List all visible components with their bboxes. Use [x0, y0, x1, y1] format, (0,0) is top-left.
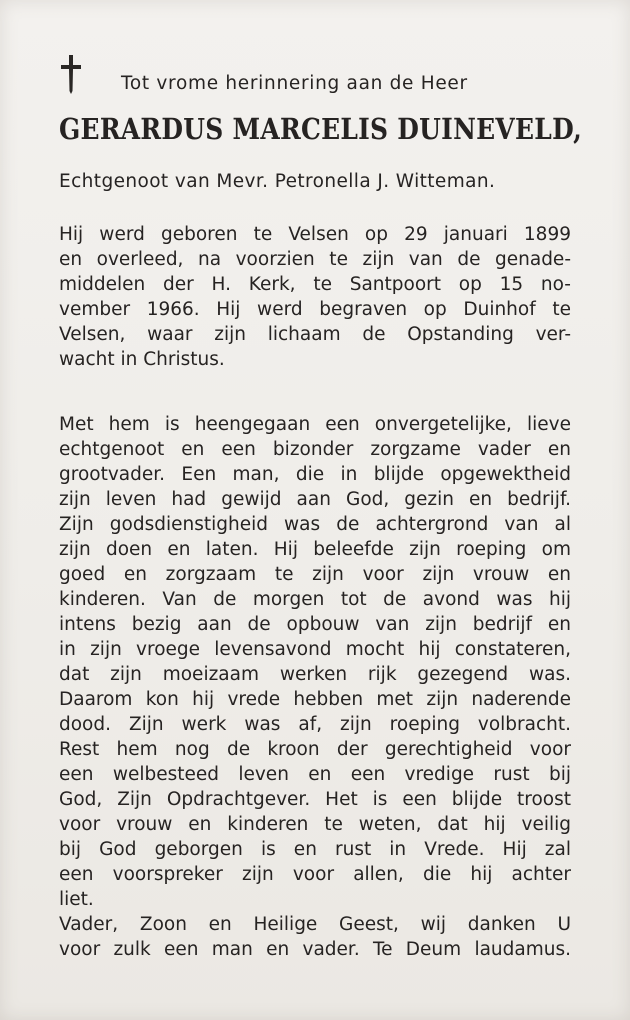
text-line: vember 1966. Hij werd begraven op Duinhof te [59, 299, 571, 320]
text-line: echtgenoot en een bizonder zorgzame vader en [59, 439, 571, 460]
text-line: in zijn vroege levensavond mocht hij constateren, [59, 639, 571, 660]
text-line: een voorspreker zijn voor allen, die hij achter [59, 864, 571, 885]
text-line: grootvader. Een man, die in blijde opgewektheid [59, 464, 571, 485]
text-line: voor zulk een man en vader. Te Deum laudamus. [59, 939, 571, 960]
deceased-name: GERARDUS MARCELIS DUINEVELD, [59, 112, 583, 146]
text-line: intens bezig aan de opbouw van zijn bedrijf en [59, 614, 571, 635]
text-line: wacht in Christus. [59, 349, 225, 370]
text-line: Velsen, waar zijn lichaam de Opstanding ver- [59, 324, 571, 345]
text-line: een welbesteed leven en een vredige rust bij [59, 764, 571, 785]
text-line: God, Zijn Opdrachtgever. Het is een blijde troost [59, 789, 571, 810]
text-line: dood. Zijn werk was af, zijn roeping volbracht. [59, 714, 571, 735]
text-line: middelen der H. Kerk, te Santpoort op 15 no- [59, 274, 571, 295]
text-line: Met hem is heengegaan een onvergetelijke, lieve [59, 414, 571, 435]
text-line: goed en zorgzaam te zijn voor zijn vrouw en [59, 564, 571, 585]
text-line: liet. [59, 889, 94, 910]
text-line: Zijn godsdienstigheid was de achtergrond van al [59, 514, 571, 535]
text-line: Hij werd geboren te Velsen op 29 januari 1899 [59, 224, 571, 245]
text-line: zijn doen en laten. Hij beleefde zijn roeping om [59, 539, 571, 560]
heading: Tot vrome herinnering aan de Heer [121, 73, 468, 94]
text-line: dat zijn moeizaam werken rijk gezegend was. [59, 664, 571, 685]
text-line: voor vrouw en kinderen te weten, dat hij veilig [59, 814, 571, 835]
text-line: en overleed, na voorzien te zijn van de genade- [59, 249, 571, 270]
spouse-line: Echtgenoot van Mevr. Petronella J. Witteman. [59, 171, 496, 192]
text-line: zijn leven had gewijd aan God, gezin en bedrijf. [59, 489, 571, 510]
text-line: Daarom kon hij vrede hebben met zijn naderende [59, 689, 571, 710]
text-line: bij God geborgen is en rust in Vrede. Hij zal [59, 839, 571, 860]
text-line: Vader, Zoon en Heilige Geest, wij danken U [59, 914, 571, 935]
cross-icon [58, 52, 84, 96]
text-line: Rest hem nog de kroon der gerechtigheid voor [59, 739, 571, 760]
text-line: kinderen. Van de morgen tot de avond was hij [59, 589, 571, 610]
